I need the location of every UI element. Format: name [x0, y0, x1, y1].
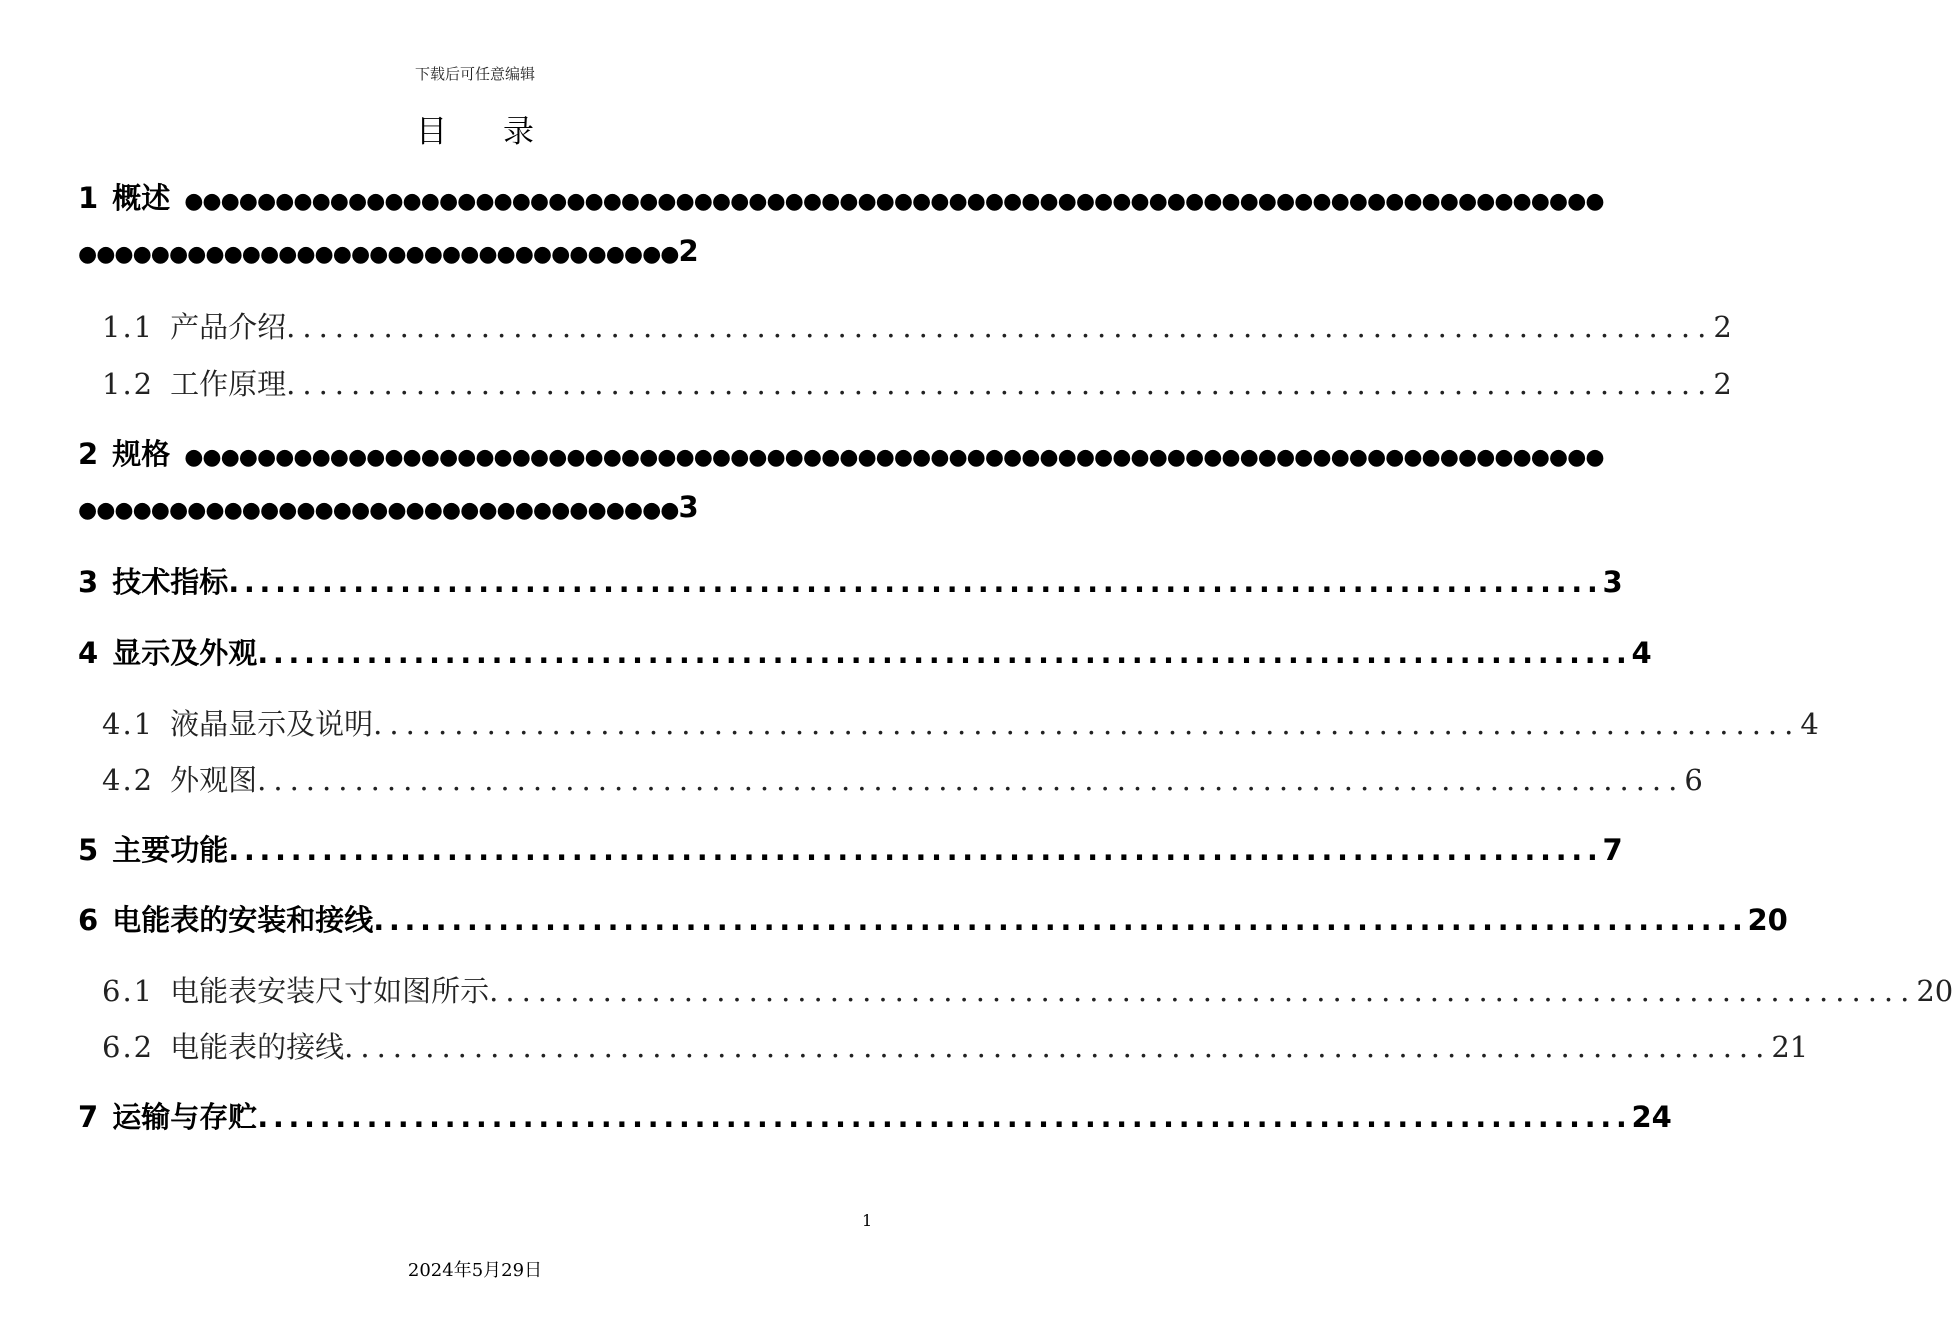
toc-entry-number: 1.1 [102, 310, 155, 344]
toc-entry-page: 3 [678, 490, 699, 524]
toc-leader-dots: ........................................................................................ [257, 1100, 1632, 1134]
toc-entry-text: 电能表安装尺寸如图所示 [170, 974, 490, 1008]
toc-entry-3[interactable] [78, 560, 1623, 601]
toc-entry-text: 显示及外观 [112, 636, 258, 670]
toc-entry-text: 技术指标 [112, 565, 229, 599]
toc-entry-number: 1.2 [102, 367, 155, 401]
toc-entry-text: 主要功能 [112, 833, 229, 867]
toc-leader-dots: ........................................................................................ [373, 707, 1801, 741]
toc-entry-4-1[interactable] [102, 702, 1819, 743]
toc-leader-dots: ........................................................................................ [286, 367, 1714, 401]
toc-entry-page: 2 [678, 234, 699, 268]
toc-entry-page: 24 [1631, 1100, 1672, 1134]
toc-entry-page: 21 [1771, 1030, 1809, 1064]
toc-entry-page: 20 [1747, 903, 1788, 937]
toc-entry-text: 液晶显示及说明 [170, 707, 374, 741]
toc-leader-dots: ●●●●●●●●●●●●●●●●●●●●●●●●●●●●●●●●● [78, 242, 679, 267]
toc-entry-1[interactable] [78, 176, 1604, 217]
toc-entry-number: 6.1 [102, 974, 155, 1008]
toc-leader-dots: ........................................................................................ [373, 903, 1748, 937]
toc-entry-6[interactable] [78, 898, 1788, 939]
toc-entry-1-continuation[interactable] [78, 234, 872, 268]
toc-leader-dots: ●●●●●●●●●●●●●●●●●●●●●●●●●●●●●●●●●●●●●●●●●●●●●●●●●●●●●●●●●●●●●●●●●●●●●●●●●●●●●● [184, 445, 1604, 470]
toc-leader-dots: ........................................................................................ [489, 974, 1917, 1008]
toc-leader-dots: ●●●●●●●●●●●●●●●●●●●●●●●●●●●●●●●●●●●●●●●●●●●●●●●●●●●●●●●●●●●●●●●●●●●●●●●●●●●●●● [184, 189, 1604, 214]
toc-entry-page: 4 [1631, 636, 1652, 670]
toc-entry-number: 6 [78, 903, 99, 937]
toc-entry-number: 1 [78, 181, 99, 215]
toc-leader-dots: ........................................................................................ [228, 833, 1603, 867]
toc-entry-text: 外观图 [170, 763, 258, 797]
toc-leader-dots: ........................................................................................ [228, 565, 1603, 599]
toc-entry-number: 4.2 [102, 763, 155, 797]
toc-entry-page: 4 [1800, 707, 1819, 741]
toc-entry-7[interactable] [78, 1095, 1672, 1136]
toc-entry-4[interactable] [78, 631, 1652, 672]
toc-entry-text: 电能表的接线 [170, 1030, 345, 1064]
toc-leader-dots: ●●●●●●●●●●●●●●●●●●●●●●●●●●●●●●●●● [78, 498, 679, 523]
toc-entry-text: 规格 [112, 437, 171, 471]
toc-title: 目录 [416, 114, 590, 150]
toc-entry-number: 7 [78, 1100, 99, 1134]
toc-entry-1-2[interactable] [102, 362, 1732, 403]
toc-entry-page: 7 [1602, 833, 1623, 867]
toc-entry-number: 5 [78, 833, 99, 867]
toc-entry-text: 工作原理 [170, 367, 287, 401]
toc-entry-text: 运输与存贮 [112, 1100, 258, 1134]
toc-entry-2-continuation[interactable] [78, 490, 872, 524]
toc-entry-number: 4.1 [102, 707, 155, 741]
toc-entry-1-1[interactable] [102, 305, 1732, 346]
toc-entry-4-2[interactable] [102, 758, 1703, 799]
toc-entry-page: 2 [1713, 310, 1732, 344]
toc-entry-number: 4 [78, 636, 99, 670]
toc-entry-5[interactable] [78, 828, 1623, 869]
toc-entry-text: 电能表的安装和接线 [112, 903, 374, 937]
toc-entry-number: 6.2 [102, 1030, 155, 1064]
toc-leader-dots: ........................................................................................ [344, 1030, 1772, 1064]
toc-entry-page: 2 [1713, 367, 1732, 401]
toc-entry-number: 2 [78, 437, 99, 471]
toc-entry-page: 3 [1602, 565, 1623, 599]
toc-entry-6-2[interactable] [102, 1025, 1809, 1066]
footer-date: 2024年5月29日 [407, 1260, 543, 1281]
toc-leader-dots: ........................................................................................ [257, 636, 1632, 670]
toc-entry-number: 3 [78, 565, 99, 599]
toc-entry-page: 20 [1916, 974, 1953, 1008]
toc-entry-text: 产品介绍 [170, 310, 287, 344]
toc-entry-text: 概述 [112, 181, 171, 215]
toc-leader-dots: ........................................................................................ [257, 763, 1685, 797]
toc-entry-page: 6 [1684, 763, 1703, 797]
toc-leader-dots: ........................................................................................ [286, 310, 1714, 344]
header-note: 下载后可任意编辑 [414, 65, 535, 83]
page-number: 1 [862, 1211, 873, 1230]
toc-entry-2[interactable] [78, 432, 1604, 473]
toc-entry-6-1[interactable] [102, 969, 1953, 1010]
